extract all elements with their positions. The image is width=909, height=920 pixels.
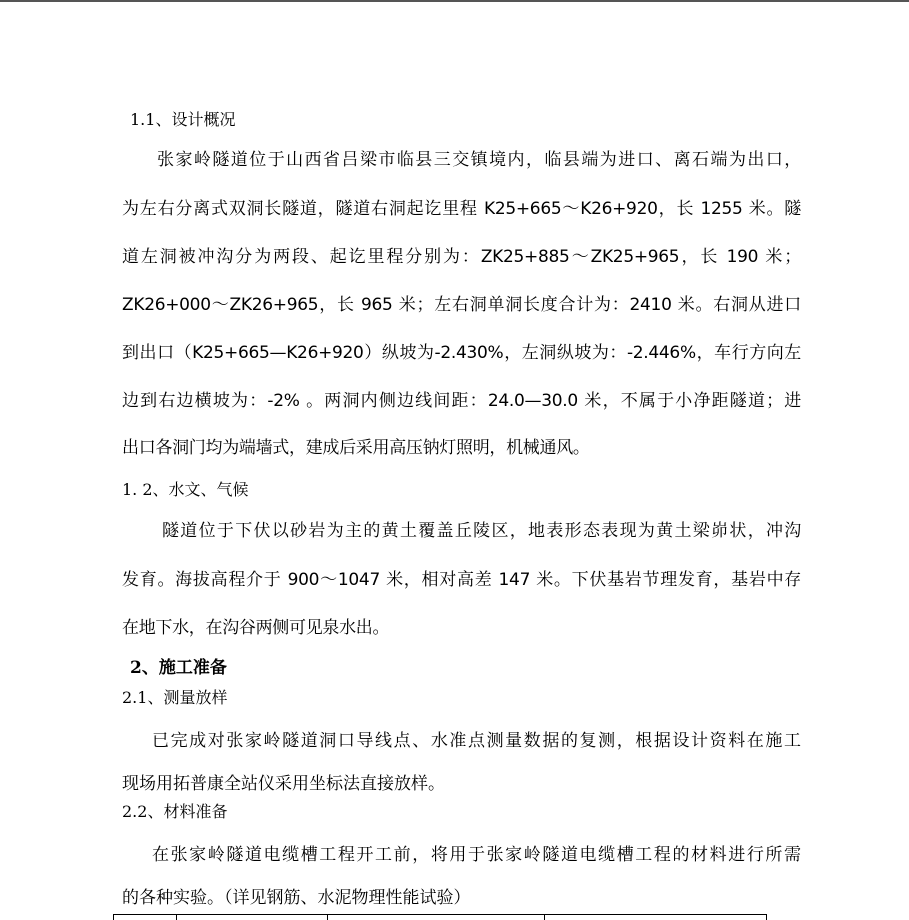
section-heading-2-2: 2.2、材料准备 xyxy=(122,802,228,821)
paragraph-line: 出口各洞门均为端墙式，建成后采用高压钠灯照明，机械通风。 xyxy=(122,438,590,458)
paragraph-line: 到出口（K25+665—K26+920）纵坡为-2.430%，左洞纵坡为：-2.446%，车行方向左 xyxy=(122,343,801,363)
paragraph-line: 在地下水，在沟谷两侧可见泉水出。 xyxy=(122,618,390,638)
paragraph-line: 的各种实验。（详见钢筋、水泥物理性能试验） xyxy=(122,888,471,908)
paragraph-line: 为左右分离式双洞长隧道，隧道右洞起讫里程 K25+665～K26+920，长 1255 米。隧 xyxy=(122,199,801,219)
paragraph-line: ZK26+000～ZK26+965，长 965 米；左右洞单洞长度合计为：2410 米。右洞从进口 xyxy=(122,295,801,315)
page-top-border xyxy=(0,0,909,2)
section-heading-2-1: 2.1、测量放样 xyxy=(122,688,228,707)
paragraph-line: 道左洞被冲沟分为两段、起讫里程分别为：ZK25+885～ZK25+965，长 190 米； xyxy=(122,247,801,267)
paragraph-line: 已完成对张家岭隧道洞口导线点、水准点测量数据的复测，根据设计资料在施工 xyxy=(152,731,801,751)
section-heading-2: 2、施工准备 xyxy=(130,658,227,678)
section-heading-1-1: 1.1、设计概况 xyxy=(130,110,236,129)
table-top-edge xyxy=(113,914,767,920)
table-column-divider xyxy=(544,915,545,920)
paragraph-line: 在张家岭隧道电缆槽工程开工前，将用于张家岭隧道电缆槽工程的材料进行所需 xyxy=(152,845,801,865)
table-column-divider xyxy=(176,915,177,920)
table-column-divider xyxy=(327,915,328,920)
paragraph-line: 隧道位于下伏以砂岩为主的黄土覆盖丘陵区，地表形态表现为黄土梁峁状，冲沟 xyxy=(162,521,801,541)
paragraph-line: 张家岭隧道位于山西省吕梁市临县三交镇境内，临县端为进口、离石端为出口， xyxy=(157,150,801,170)
section-heading-1-2: 1. 2、水文、气候 xyxy=(122,480,249,499)
paragraph-line: 现场用拓普康全站仪采用坐标法直接放样。 xyxy=(122,774,445,794)
paragraph-line: 边到右边横坡为：-2% 。两洞内侧边线间距：24.0—30.0 米，不属于小净距隧道；进 xyxy=(122,391,801,411)
paragraph-line: 发育。海拔高程介于 900～1047 米，相对高差 147 米。下伏基岩节理发育，基岩中存 xyxy=(122,570,801,590)
